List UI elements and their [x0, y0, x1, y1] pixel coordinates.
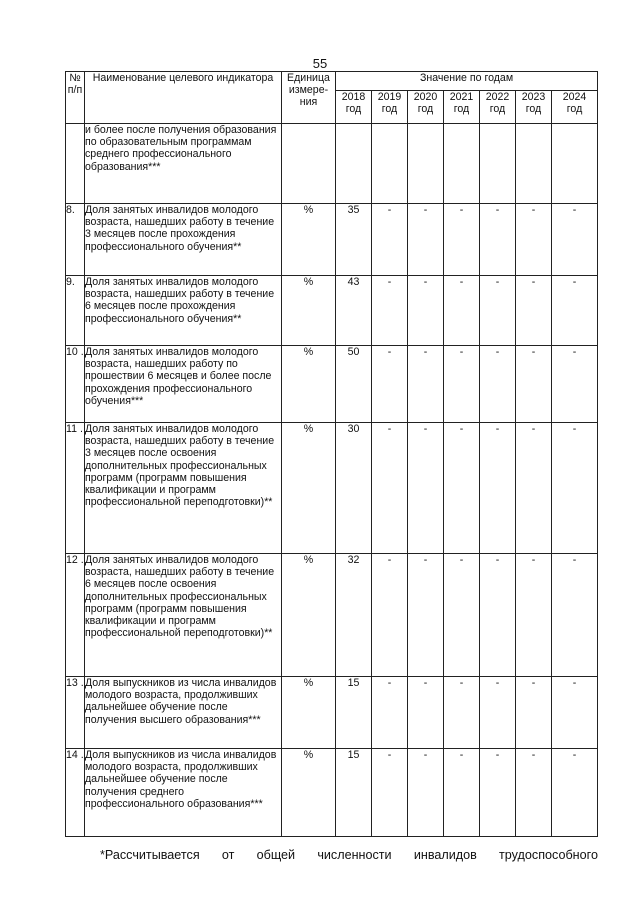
table-row: [66, 554, 598, 677]
year-value-cell: [372, 124, 408, 204]
header-unit: Единица измере-ния: [282, 72, 336, 124]
year-value-cell: [516, 124, 552, 204]
page-number: 55: [312, 56, 328, 71]
year-value-cell: -: [408, 749, 444, 837]
header-year-label: год: [417, 103, 434, 116]
year-value-cell: -: [552, 677, 598, 749]
year-value-cell: -: [408, 423, 444, 554]
year-value-cell: -: [408, 346, 444, 423]
year-value-cell: -: [552, 749, 598, 837]
indicator-name: Доля занятых инвалидов молодого возраста, нашедших работу в течение 6 месяцев после прохождения профессионального обучения**: [85, 276, 282, 346]
year-value-cell: -: [516, 677, 552, 749]
unit-cell: %: [282, 346, 336, 423]
year-value-cell: 35: [336, 204, 372, 276]
header-year-label: год: [525, 103, 542, 116]
unit-cell: [282, 124, 336, 204]
year-value-cell: -: [408, 276, 444, 346]
year-value-cell: -: [444, 677, 480, 749]
year-value-cell: -: [480, 749, 516, 837]
footnote-word: инвалидов: [413, 848, 477, 862]
row-number: [66, 124, 85, 204]
header-year-value: 2020: [413, 91, 438, 103]
table-row: [66, 346, 598, 423]
header-year-2023: [516, 91, 552, 124]
header-year-value: 2024: [562, 91, 587, 103]
year-value-cell: [444, 124, 480, 204]
unit-cell: %: [282, 276, 336, 346]
year-value-cell: [480, 124, 516, 204]
year-value-cell: -: [480, 346, 516, 423]
header-year-2024: [552, 91, 598, 124]
year-value-cell: -: [516, 554, 552, 677]
year-value-cell: -: [516, 204, 552, 276]
table-row: [66, 204, 598, 276]
footnote-word: трудоспособного: [499, 848, 598, 862]
year-value-cell: -: [480, 276, 516, 346]
year-value-cell: -: [444, 204, 480, 276]
unit-cell: %: [282, 749, 336, 837]
header-year-label: год: [381, 103, 398, 116]
year-value-cell: -: [444, 423, 480, 554]
year-value-cell: [408, 124, 444, 204]
unit-cell: %: [282, 423, 336, 554]
year-value-cell: 43: [336, 276, 372, 346]
year-value-cell: -: [516, 423, 552, 554]
year-value-cell: -: [552, 204, 598, 276]
header-year-label: год: [345, 103, 362, 116]
header-year-2020: [408, 91, 444, 124]
table-body: [66, 124, 598, 837]
header-year-label: год: [566, 103, 583, 116]
year-value-cell: [336, 124, 372, 204]
year-value-cell: -: [480, 204, 516, 276]
indicator-name: Доля занятых инвалидов молодого возраста, нашедших работу в течение 6 месяцев после освоения дополнительных профессиональных программ (программ повышения квалификации и программ профессиональной переподготовки)**: [85, 554, 282, 677]
footnote-word: от: [221, 848, 235, 862]
year-value-cell: -: [408, 677, 444, 749]
year-value-cell: -: [408, 554, 444, 677]
indicator-name: Доля занятых инвалидов молодого возраста, нашедших работу в течение 3 месяцев после прохождения профессионального обучения**: [85, 204, 282, 276]
year-value-cell: -: [552, 423, 598, 554]
header-year-label: год: [453, 103, 470, 116]
indicator-name: и более после получения образования по образовательным программам среднего профессионального образования***: [85, 124, 282, 204]
header-year-2018: [336, 91, 372, 124]
year-value-cell: -: [516, 749, 552, 837]
header-year-value: 2021: [449, 91, 474, 103]
year-value-cell: -: [372, 423, 408, 554]
year-value-cell: -: [444, 346, 480, 423]
year-value-cell: -: [516, 276, 552, 346]
year-value-cell: -: [444, 554, 480, 677]
year-value-cell: -: [372, 204, 408, 276]
year-value-cell: -: [372, 677, 408, 749]
table-row: [66, 423, 598, 554]
year-value-cell: 15: [336, 749, 372, 837]
header-year-value: 2023: [521, 91, 546, 103]
year-value-cell: -: [444, 749, 480, 837]
row-number: 14 .: [66, 749, 85, 837]
year-value-cell: -: [552, 346, 598, 423]
year-value-cell: -: [516, 346, 552, 423]
year-value-cell: 15: [336, 677, 372, 749]
unit-cell: %: [282, 204, 336, 276]
year-value-cell: 50: [336, 346, 372, 423]
unit-cell: %: [282, 677, 336, 749]
header-year-value: 2022: [485, 91, 510, 103]
year-value-cell: 32: [336, 554, 372, 677]
indicator-name: Доля занятых инвалидов молодого возраста, нашедших работу по прошествии 6 месяцев и более после прохождения профессионального обучения***: [85, 346, 282, 423]
table-row: [66, 276, 598, 346]
header-year-2022: [480, 91, 516, 124]
header-year-2021: [444, 91, 480, 124]
year-value-cell: -: [480, 554, 516, 677]
year-value-cell: -: [480, 423, 516, 554]
footnote-word: общей: [256, 848, 296, 862]
table-row: [66, 749, 598, 837]
row-number: 9.: [66, 276, 85, 346]
indicator-name: Доля выпускников из числа инвалидов молодого возраста, продолживших дальнейшее обучение после получения среднего профессионального образования***: [85, 749, 282, 837]
header-year-value: 2019: [377, 91, 402, 103]
header-year-value: 2018: [341, 91, 366, 103]
year-value-cell: -: [552, 554, 598, 677]
year-value-cell: -: [408, 204, 444, 276]
year-value-cell: -: [372, 276, 408, 346]
row-number: 13 .: [66, 677, 85, 749]
header-year-label: год: [489, 103, 506, 116]
table-row: [66, 677, 598, 749]
year-value-cell: -: [372, 749, 408, 837]
year-value-cell: -: [480, 677, 516, 749]
year-value-cell: -: [372, 554, 408, 677]
row-number: 12 .: [66, 554, 85, 677]
row-number: 11 .: [66, 423, 85, 554]
unit-cell: %: [282, 554, 336, 677]
footnote: [100, 848, 598, 862]
target-indicators-table: [65, 71, 598, 837]
year-value-cell: -: [552, 276, 598, 346]
indicator-name: Доля выпускников из числа инвалидов молодого возраста, продолживших дальнейшее обучение после получения высшего образования***: [85, 677, 282, 749]
header-indicator-name: Наименование целевого индикатора: [85, 72, 282, 124]
year-value-cell: -: [372, 346, 408, 423]
header-number: № п/п: [66, 72, 85, 124]
row-number: 10 .: [66, 346, 85, 423]
year-value-cell: -: [444, 276, 480, 346]
row-number: 8.: [66, 204, 85, 276]
indicator-name: Доля занятых инвалидов молодого возраста, нашедших работу в течение 3 месяцев после освоения дополнительных профессиональных программ (программ повышения квалификации и программ профессиональной переподготовки)**: [85, 423, 282, 554]
year-value-cell: 30: [336, 423, 372, 554]
year-value-cell: [552, 124, 598, 204]
footnote-word: *Рассчитывается: [100, 848, 200, 862]
table-row: [66, 124, 598, 204]
header-year-2019: [372, 91, 408, 124]
header-values-by-year: Значение по годам: [336, 72, 598, 91]
footnote-word: численности: [317, 848, 392, 862]
